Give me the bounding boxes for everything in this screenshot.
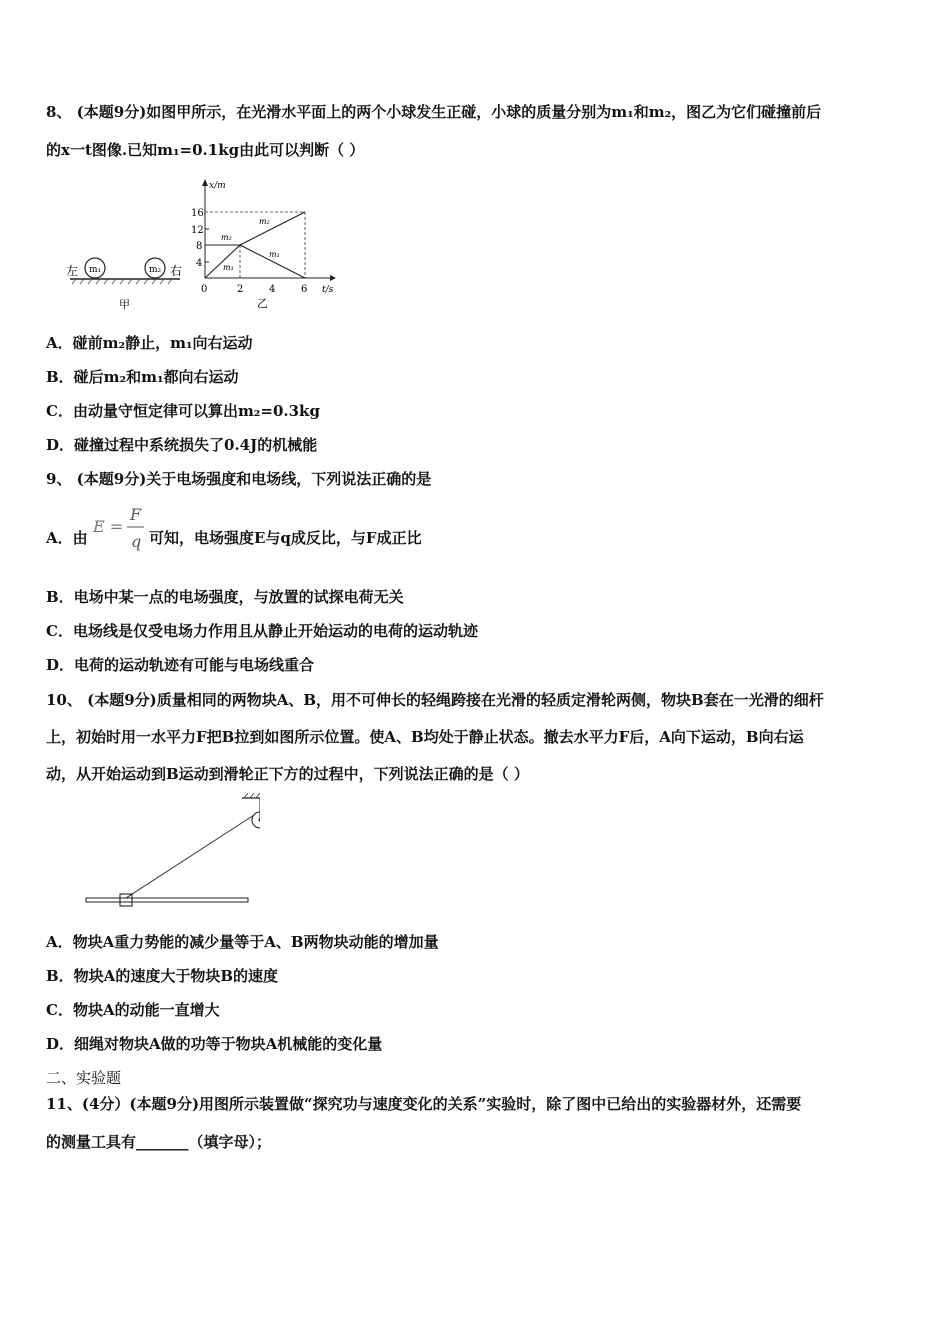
- q10-stem-line3: 动，从开始运动到B运动到滑轮正下方的过程中，下列说法正确的是（ ）: [46, 765, 529, 783]
- q9-option-b: B．电场中某一点的电场强度，与放置的试探电荷无关: [46, 588, 404, 606]
- q10-option-a: A．物块A重力势能的减少量等于A、B两物块动能的增加量: [46, 933, 439, 951]
- q10-stem-line1: 10、 (本题9分)质量相同的两物块A、B，用不可伸长的轻绳跨接在光滑的轻质定滑轮两侧，物块B套在一光滑的细杆: [46, 691, 824, 709]
- q8-option-a: A．碰前m₂静止，m₁向右运动: [46, 334, 253, 352]
- formula-numerator: F: [130, 505, 142, 524]
- xtick-0: 0: [201, 284, 208, 295]
- q10-option-b: B．物块A的速度大于物块B的速度: [46, 967, 278, 985]
- formula-e-equals-f-over-q: [90, 503, 148, 555]
- q9-option-a-prefix: A．由: [46, 529, 88, 547]
- q9-option-a-suffix: 可知，电场强度E与q成反比，与F成正比: [149, 529, 422, 547]
- ytick-8: 8: [196, 241, 203, 252]
- q8-figure-yi: [185, 176, 345, 312]
- q10-option-d: D．细绳对物块A做的功等于物块A机械能的变化量: [46, 1035, 383, 1053]
- q9-stem: 9、 (本题9分)关于电场强度和电场线，下列说法正确的是: [46, 470, 432, 488]
- t-axis-label: t/s: [322, 285, 334, 295]
- pulley-axle: [259, 819, 261, 822]
- ytick-12: 12: [191, 225, 204, 236]
- ball-m2-label: m₂: [149, 265, 162, 275]
- fig-jia-left-label: 左: [66, 264, 79, 278]
- ceiling-hatch: [244, 793, 260, 798]
- q8-stem-line2: 的x一t图像.已知m₁=0.1kg由此可以判断（ ）: [46, 141, 365, 159]
- q8-option-b: B．碰后m₂和m₁都向右运动: [46, 368, 239, 386]
- label-m2-after: m₂: [259, 217, 270, 226]
- t-axis-arrow: [330, 275, 336, 281]
- fig-yi-caption: 乙: [257, 297, 268, 310]
- fig-jia-right-label: 右: [170, 264, 183, 278]
- q10-option-c: C．物块A的动能一直增大: [46, 1001, 220, 1019]
- q10-stem-line2: 上，初始时用一水平力F把B拉到如图所示位置。使A、B均处于静止状态。撤去水平力F后，A向下运动，B向右运: [46, 728, 804, 746]
- q11-stem-line2: 的测量工具有_______（填字母）；: [46, 1133, 272, 1151]
- horizontal-rod: [86, 898, 248, 902]
- q8-option-d: D．碰撞过程中系统损失了0.4J的机械能: [46, 436, 318, 454]
- label-m1-after: m₁: [269, 250, 280, 259]
- q8-stem-line1: 8、 (本题9分)如图甲所示，在光滑水平面上的两个小球发生正碰，小球的质量分别为m₁和m₂，图乙为它们碰撞前后: [46, 103, 822, 121]
- formula-lhs: E =: [93, 517, 124, 536]
- fig-jia-caption: 甲: [119, 298, 130, 311]
- ground-hatch: [72, 279, 172, 284]
- xtick-2: 2: [237, 284, 244, 295]
- ytick-4: 4: [196, 258, 203, 269]
- formula-denominator: q: [131, 532, 142, 551]
- section-experiment-heading: 二、实验题: [46, 1069, 122, 1087]
- x-axis-arrow: [202, 179, 208, 186]
- m1-before-line: [205, 245, 240, 278]
- q8-figure-jia: [60, 250, 203, 312]
- q8-option-c: C．由动量守恒定律可以算出m₂=0.3kg: [46, 402, 320, 420]
- q9-option-c: C．电场线是仅受电场力作用且从静止开始运动的电荷的运动轨迹: [46, 622, 478, 640]
- xtick-4: 4: [269, 284, 276, 295]
- rope-to-b: [126, 815, 254, 898]
- label-m1-before: m₁: [223, 263, 234, 272]
- xtick-6: 6: [301, 284, 308, 295]
- ball-m1-label: m₁: [89, 265, 102, 275]
- label-m2-before: m₂: [221, 233, 232, 242]
- q11-stem-line1: 11、(4分）(本题9分)用图所示装置做“探究功与速度变化的关系”实验时，除了图中已给出的实验器材外，还需要: [46, 1095, 802, 1113]
- q10-figure-pulley: [80, 790, 260, 915]
- x-axis-label: x/m: [209, 181, 226, 191]
- m2-after-line: [240, 212, 305, 245]
- q9-option-d: D．电荷的运动轨迹有可能与电场线重合: [46, 656, 315, 674]
- ytick-16: 16: [191, 208, 204, 219]
